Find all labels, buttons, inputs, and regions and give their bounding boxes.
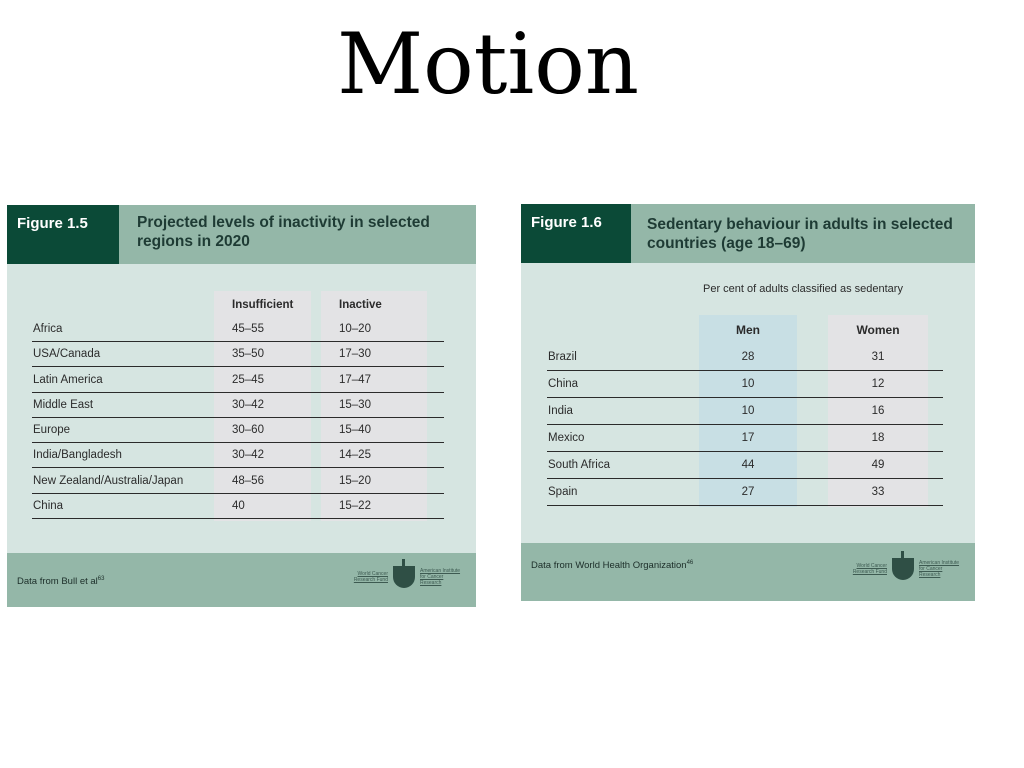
- table-cell-insufficient: 40: [232, 500, 245, 513]
- logo-right-text: American Institute for Cancer Research: [420, 568, 461, 586]
- table-cell-insufficient: 30–60: [232, 424, 264, 437]
- table-cell-inactive: 15–40: [339, 424, 371, 437]
- table-cell-inactive: 15–30: [339, 398, 371, 411]
- table-cell-insufficient: 25–45: [232, 373, 264, 386]
- column-header-insufficient: Insufficient: [232, 299, 294, 311]
- table-cell-insufficient: 30–42: [232, 398, 264, 411]
- table-cell-women: 49: [871, 459, 885, 471]
- figure-source: Data from Bull et $al^{63}$: [17, 576, 105, 588]
- table-row: [32, 368, 444, 393]
- logo-right-text: American Institute for Cancer Research: [919, 560, 960, 578]
- table-row: [547, 479, 943, 506]
- table-cell-country: South Africa: [548, 459, 611, 471]
- table-row: [32, 342, 444, 367]
- table-row: [32, 393, 444, 418]
- table-row: [32, 469, 444, 494]
- logo-emblem-icon: [892, 558, 914, 580]
- wcrf-aicr-logo: [348, 566, 466, 588]
- table-row: [547, 398, 943, 425]
- table-cell-country: Brazil: [548, 351, 577, 363]
- logo-left-text: World Cancer Research Fund: [852, 563, 887, 575]
- logo-left-text: World Cancer Research Fund: [353, 571, 388, 583]
- table-cell-region: New Zealand/Australia/Japan: [33, 474, 184, 487]
- table-cell-region: Latin America: [33, 373, 103, 386]
- table-cell-insufficient: 45–55: [232, 323, 264, 335]
- table-cell-men: 10: [741, 405, 755, 417]
- table-cell-men: 27: [741, 486, 755, 498]
- figure-number: Figure 1.6: [521, 204, 631, 263]
- table-cell-men: 28: [741, 351, 755, 363]
- figure-footer: [7, 553, 476, 607]
- figure-footer: [521, 543, 975, 601]
- table-row: [547, 371, 943, 398]
- table-row: [547, 452, 943, 479]
- table-cell-women: 12: [871, 378, 885, 390]
- table-cell-women: 31: [871, 351, 885, 363]
- table-caption: Per cent of adults classified as sedentary: [703, 283, 903, 295]
- table-cell-women: 16: [871, 405, 885, 417]
- figure-1-5-panel: [7, 205, 476, 607]
- figure-1-6-panel: [521, 204, 975, 601]
- table-cell-country: China: [548, 378, 579, 390]
- table-cell-men: 44: [741, 459, 755, 471]
- sedentary-table: [547, 344, 943, 506]
- table-cell-inactive: 17–30: [339, 348, 371, 361]
- table-cell-women: 18: [871, 432, 885, 444]
- table-row: [32, 443, 444, 468]
- table-cell-inactive: 14–25: [339, 449, 371, 462]
- table-cell-insufficient: 35–50: [232, 348, 264, 361]
- figure-header: [7, 205, 476, 264]
- table-row: [32, 418, 444, 443]
- table-row: [547, 344, 943, 371]
- table-row: [32, 494, 444, 519]
- figure-source: Data from World Health Organization$^{46}$: [531, 560, 694, 572]
- column-header-men: Men: [736, 323, 760, 337]
- table-cell-insufficient: 30–42: [232, 449, 264, 462]
- figure-number: Figure 1.5: [7, 205, 119, 264]
- wcrf-aicr-logo: [847, 558, 965, 580]
- table-cell-women: 33: [871, 486, 885, 498]
- table-cell-inactive: 10–20: [339, 323, 371, 335]
- table-row: [32, 317, 444, 342]
- table-row: [547, 425, 943, 452]
- table-cell-region: Europe: [33, 424, 71, 437]
- table-cell-men: 10: [741, 378, 755, 390]
- figure-header: [521, 204, 975, 263]
- table-cell-inactive: 17–47: [339, 373, 371, 386]
- table-cell-men: 17: [741, 432, 755, 444]
- table-cell-country: Spain: [548, 486, 578, 498]
- logo-emblem-icon: [393, 566, 415, 588]
- table-cell-region: China: [33, 500, 64, 513]
- table-cell-region: Africa: [33, 323, 63, 335]
- table-cell-region: India/Bangladesh: [33, 449, 122, 462]
- column-header-inactive: Inactive: [339, 299, 382, 311]
- table-cell-region: USA/Canada: [33, 348, 101, 361]
- table-cell-country: India: [548, 405, 573, 417]
- table-cell-inactive: 15–20: [339, 474, 371, 487]
- figure-title: Projected levels of inactivity in selected regions in 2020: [137, 214, 430, 250]
- figure-title: Sedentary behaviour in adults in selected countries (age 18–69): [647, 216, 953, 252]
- table-cell-country: Mexico: [548, 432, 585, 444]
- column-header-women: Women: [856, 323, 900, 337]
- table-cell-region: Middle East: [33, 398, 94, 411]
- inactivity-table: [32, 317, 444, 519]
- table-cell-insufficient: 48–56: [232, 474, 264, 487]
- table-cell-inactive: 15–22: [339, 500, 371, 513]
- slide-title: Motion: [337, 15, 639, 113]
